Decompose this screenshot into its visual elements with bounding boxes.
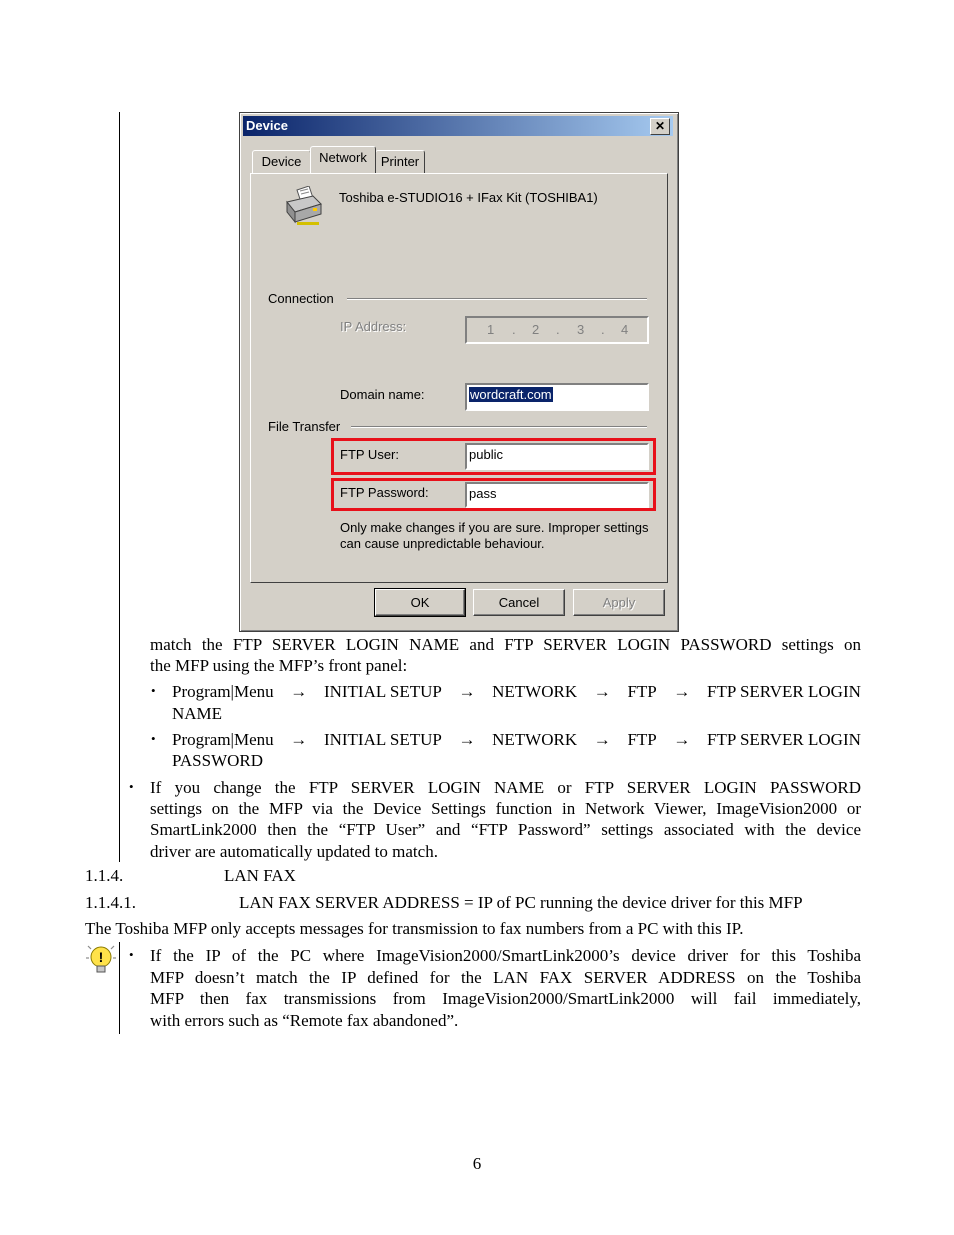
dialog-title: Device [246,118,288,133]
para4-line-3: MFP then fax transmissions from ImageVision2000/SmartLink2000 will fail immediately, [150,989,861,1008]
path2-item-2: INITIAL SETUP [323,730,442,749]
para4-line-2: MFP doesn’t match the IP defined for the LAN FAX SERVER ADDRESS on the Toshiba [150,968,861,987]
ip-part-3: 3 [577,322,585,337]
network-panel [250,173,668,583]
menu-path-2 [172,729,861,750]
arrow-icon: → [290,730,308,749]
page-number: 6 [472,1154,482,1173]
path1-item-4: FTP [627,682,657,701]
path2-item-1: Program|Menu [172,730,274,749]
ftp-password-label: FTP Password: [340,485,429,500]
arrow-icon: → [593,730,611,749]
para4-line-4: with errors such as “Remote fax abandoned”. [150,1011,459,1030]
ip-dot-3: . [601,322,605,337]
ip-dot-1: . [512,322,516,337]
apply-button[interactable] [573,589,665,616]
path1-item-5: FTP SERVER LOGIN [707,682,861,701]
tab-printer-label: Printer [380,154,420,169]
ftp-password-input[interactable] [465,482,649,508]
heading-number-1-1-4-1: 1.1.4.1. [85,893,136,912]
path2-item-5: FTP SERVER LOGIN [707,730,861,749]
menu-path-1 [172,681,861,702]
tip-glyph: ! [98,949,104,965]
para1-line2: the MFP using the MFP’s front panel: [150,656,408,675]
ftp-user-label: FTP User: [340,447,399,462]
para3: The Toshiba MFP only accepts messages for transmission to fax numbers from a PC with this IP. [85,919,744,938]
device-dialog [239,112,679,632]
heading-number-1-1-4: 1.1.4. [85,866,124,885]
path2-end: PASSWORD [172,751,264,770]
heading-lan-fax-server-address: LAN FAX SERVER ADDRESS = IP of PC running the device driver for this MFP [239,893,803,912]
printer-icon [283,186,325,226]
dialog-titlebar [243,116,673,136]
arrow-icon: → [593,682,611,701]
connection-divider [347,298,647,300]
apply-button-label: Apply [602,595,636,610]
bullet-1: • [151,683,156,698]
ok-button-label: OK [410,595,430,610]
arrow-icon: → [673,730,691,749]
bullet-3: • [129,779,134,794]
ip-part-1: 1 [487,322,495,337]
arrow-icon: → [673,682,691,701]
arrow-icon: → [290,682,308,701]
arrow-icon: → [458,682,476,701]
para2-line-4: driver are automatically updated to match. [150,842,438,861]
para4-line-1: If the IP of the PC where ImageVision2000/SmartLink2000’s device driver for this Toshiba [150,946,861,965]
file-transfer-group-label: File Transfer [268,419,341,434]
ip-dot-2: . [556,322,560,337]
ftp-user-input[interactable] [465,443,649,470]
path1-item-1: Program|Menu [172,682,274,701]
path1-end: NAME [172,704,223,723]
device-name: Toshiba e-STUDIO16 + IFax Kit (TOSHIBA1) [339,190,598,205]
ip-address-label: IP Address: [340,319,407,334]
para1-line1: match the FTP SERVER LOGIN NAME and FTP SERVER LOGIN PASSWORD settings on [150,635,861,654]
file-transfer-divider [351,426,647,428]
ftp-user-value: public [469,447,503,462]
ip-part-4: 4 [621,322,629,337]
lightbulb-tip-icon [86,944,116,976]
path1-item-2: INITIAL SETUP [323,682,442,701]
domain-name-input[interactable] [465,383,649,411]
para2-line-3: SmartLink2000 then the “FTP User” and “FTP Password” settings associated with the device [150,820,861,839]
tab-printer[interactable] [375,150,425,173]
cancel-button[interactable] [473,589,565,616]
warning-line-1: Only make changes if you are sure. Improper settings [340,520,649,535]
bullet-4: • [129,947,134,962]
arrow-icon: → [458,730,476,749]
ok-button[interactable] [375,589,465,616]
path2-item-3: NETWORK [492,730,578,749]
bullet-2: • [151,731,156,746]
cancel-button-label: Cancel [498,595,540,610]
warning-line-2: can cause unpredictable behaviour. [340,536,545,551]
path1-item-3: NETWORK [492,682,578,701]
domain-name-value: wordcraft.com [470,387,552,402]
left-margin-rule [119,112,120,862]
ip-part-2: 2 [532,322,540,337]
tab-device[interactable] [252,150,311,173]
tab-network[interactable] [310,146,376,173]
tab-device-label: Device [261,154,302,169]
para2-line-1: If you change the FTP SERVER LOGIN NAME or FTP SERVER LOGIN PASSWORD [150,778,861,797]
para2-line-2: settings on the MFP via the Device Settings function in Network Viewer, ImageVision2000 or [150,799,861,818]
tab-network-label: Network [319,150,367,165]
tip-margin-rule [119,942,120,1034]
close-icon: ✕ [654,119,666,133]
ftp-password-value: pass [469,486,497,501]
path2-item-4: FTP [627,730,657,749]
heading-lan-fax: LAN FAX [224,866,296,885]
close-button[interactable] [650,118,670,135]
domain-name-label: Domain name: [340,387,425,402]
ip-address-field [465,316,649,344]
connection-group-label: Connection [268,291,334,306]
